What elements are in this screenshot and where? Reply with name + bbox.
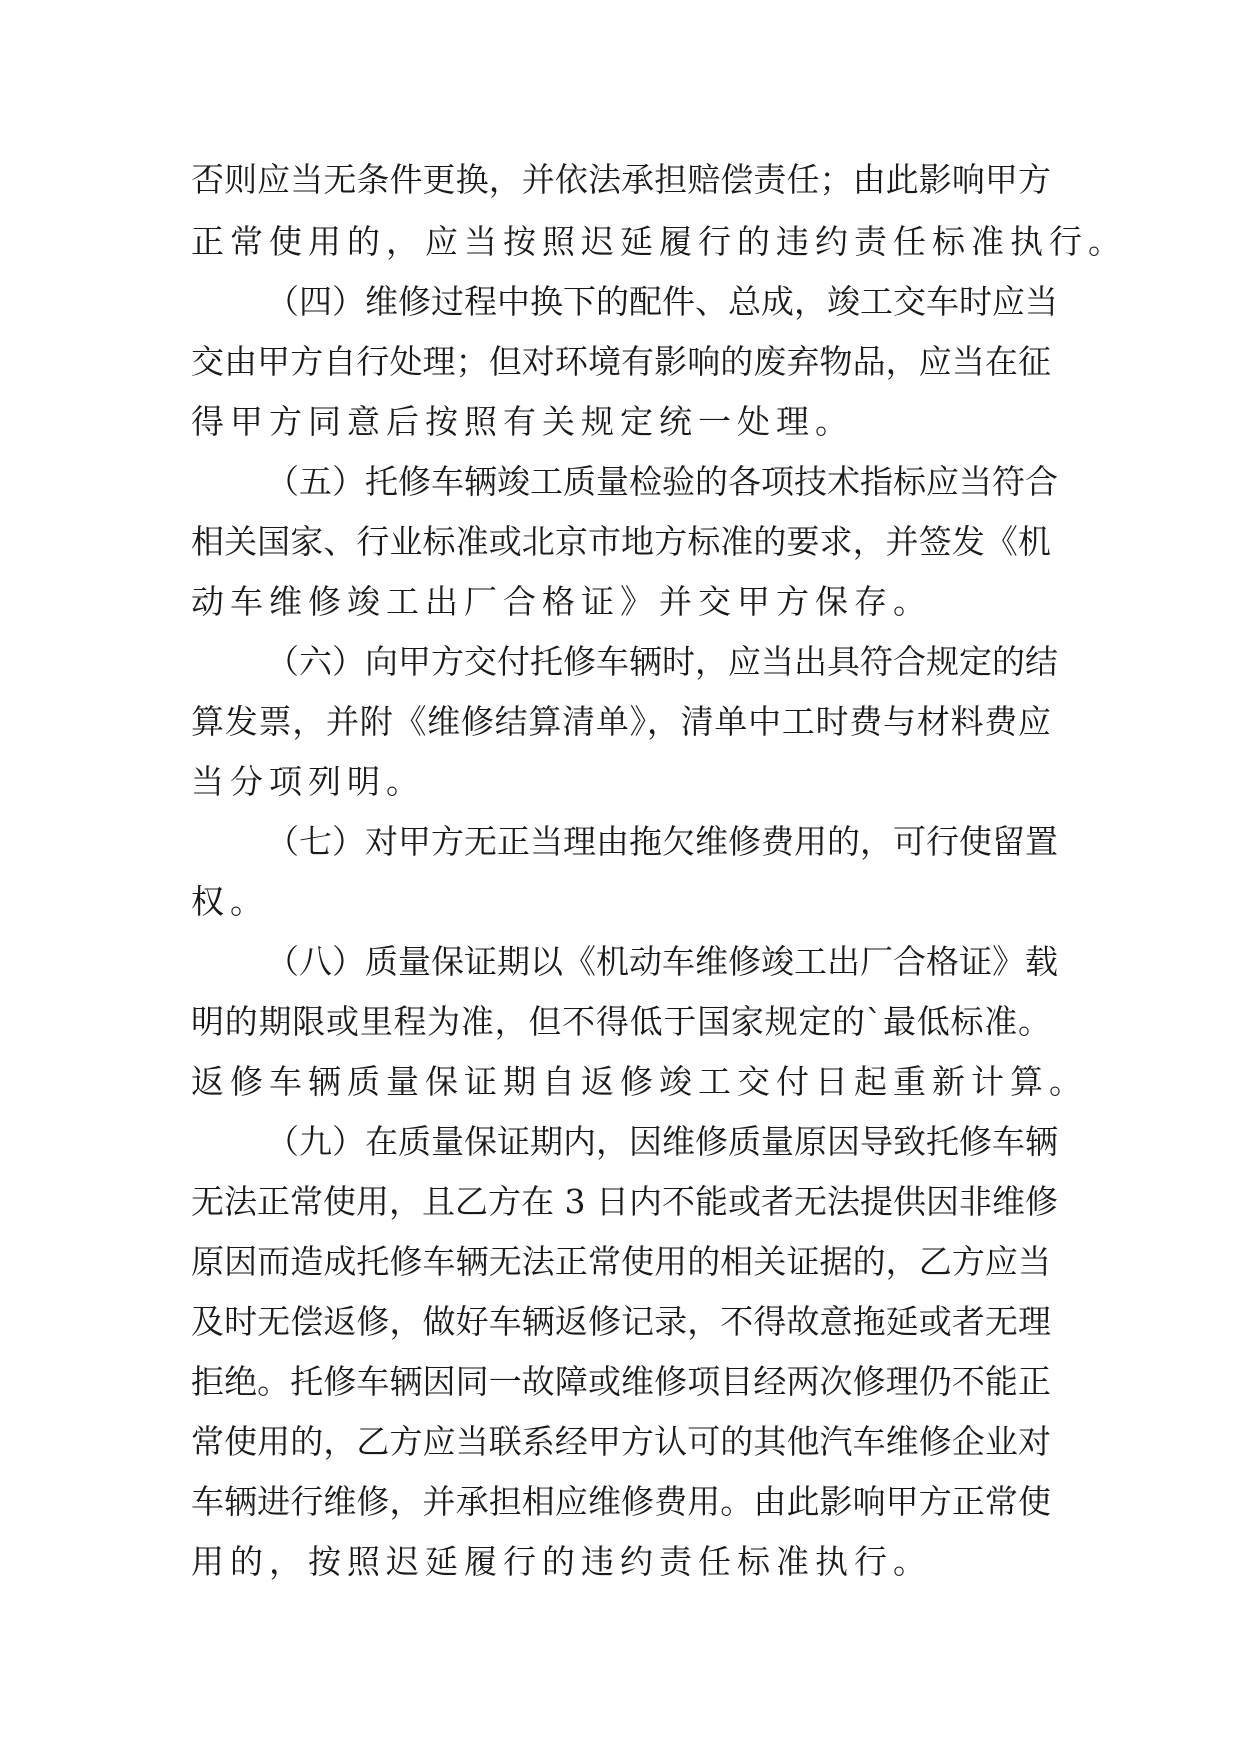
- paragraph-line: （八）质量保证期以《机动车维修竣工出厂合格证》载: [266, 942, 1058, 981]
- paragraph-line: 明的期限或里程为准，但不得低于国家规定的`最低标准。: [191, 1002, 1051, 1041]
- paragraph-line: 常使用的，乙方应当联系经甲方认可的其他汽车维修企业对: [191, 1422, 1051, 1461]
- paragraph-line: 动车维修竣工出厂合格证》并交甲方保存。: [191, 582, 932, 621]
- paragraph-line: 权。: [191, 882, 269, 921]
- paragraph-line: 否则应当无条件更换，并依法承担赔偿责任；由此影响甲方: [191, 160, 1051, 199]
- paragraph-line: 车辆进行维修，并承担相应维修费用。由此影响甲方正常使: [191, 1482, 1051, 1521]
- paragraph-line: 交由甲方自行处理；但对环境有影响的废弃物品，应当在征: [191, 342, 1051, 381]
- paragraph-line: 及时无偿返修，做好车辆返修记录，不得故意拖延或者无理: [191, 1302, 1051, 1341]
- paragraph-line: 相关国家、行业标准或北京市地方标准的要求，并签发《机: [191, 522, 1051, 561]
- paragraph-line: 当分项列明。: [191, 762, 425, 801]
- paragraph-line: 用的，按照迟延履行的违约责任标准执行。: [191, 1542, 932, 1581]
- paragraph-line: （九）在质量保证期内，因维修质量原因导致托修车辆: [266, 1122, 1058, 1161]
- paragraph-line: 算发票，并附《维修结算清单》，清单中工时费与材料费应: [191, 702, 1051, 741]
- paragraph-line: （七）对甲方无正当理由拖欠维修费用的，可行使留置: [266, 822, 1058, 861]
- paragraph-line: 得甲方同意后按照有关规定统一处理。: [191, 402, 854, 441]
- paragraph-line: （四）维修过程中换下的配件、总成，竣工交车时应当: [266, 282, 1058, 321]
- paragraph-line: （六）向甲方交付托修车辆时，应当出具符合规定的结: [266, 642, 1058, 681]
- paragraph-line: 正常使用的，应当按照迟延履行的违约责任标准执行。: [191, 222, 1127, 261]
- paragraph-line: （五）托修车辆竣工质量检验的各项技术指标应当符合: [266, 462, 1058, 501]
- paragraph-line: 无法正常使用，且乙方在 3 日内不能或者无法提供因非维修: [191, 1182, 1058, 1221]
- paragraph-line: 原因而造成托修车辆无法正常使用的相关证据的，乙方应当: [191, 1242, 1051, 1281]
- paragraph-line: 拒绝。托修车辆因同一故障或维修项目经两次修理仍不能正: [191, 1362, 1051, 1401]
- paragraph-line: 返修车辆质量保证期自返修竣工交付日起重新计算。: [191, 1062, 1088, 1101]
